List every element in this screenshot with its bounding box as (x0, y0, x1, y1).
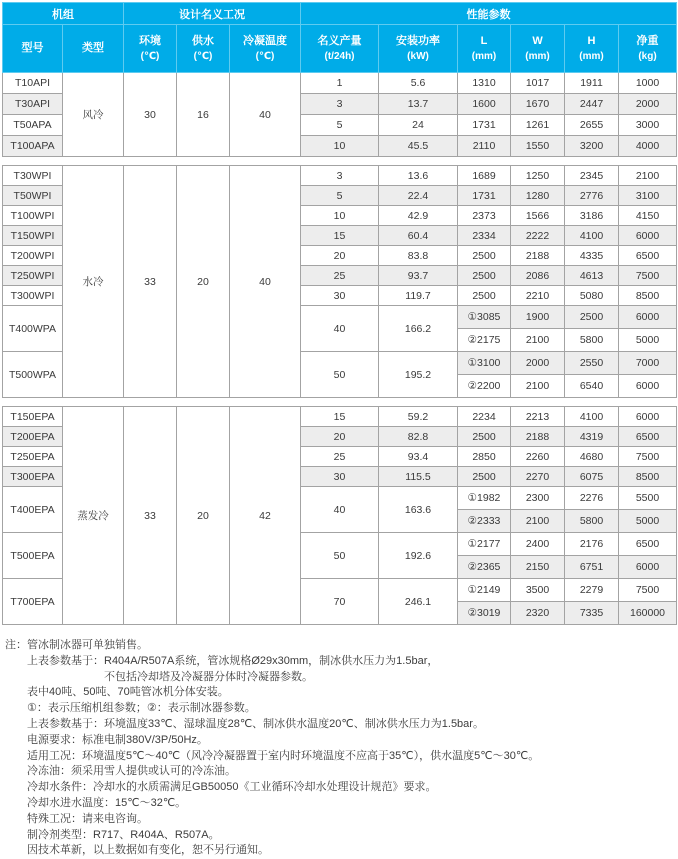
cell-length: 2500 (458, 467, 511, 487)
cell-net-weight: 7000 (619, 352, 677, 375)
column-header-cell (301, 25, 379, 73)
column-label: 净重 (636, 34, 659, 47)
cell-length: ①2149 (458, 579, 511, 602)
cell-capacity: 3 (301, 166, 379, 186)
cell-height: 2279 (565, 579, 619, 602)
note-line: 上表参数基于：R404A/R507A系统，管冰规格Ø29x30mm，制冰供水压力为1.5bar， (27, 654, 439, 667)
cell-power: 93.4 (379, 447, 458, 467)
cell-length: 1310 (458, 73, 511, 94)
note-line: 不包括冷却塔及冷凝器分体时冷凝器参数。 (104, 670, 313, 683)
cell-width: 2270 (511, 467, 565, 487)
spacer-row (3, 398, 677, 407)
cell-power: 45.5 (379, 136, 458, 157)
cell-width: 1261 (511, 115, 565, 136)
column-header-cell (124, 25, 177, 73)
table-row (3, 407, 677, 427)
note-line: 冷却水条件：冷却水的水质需满足GB50050《工业循环冷却水处理设计规范》要求。 (27, 781, 437, 794)
spacer-cell (3, 398, 677, 407)
cell-ambient: 30 (124, 73, 177, 157)
cell-width: 2100 (511, 329, 565, 352)
cell-supply-water: 20 (177, 407, 230, 625)
cell-net-weight: 3000 (619, 115, 677, 136)
cell-width: 1670 (511, 94, 565, 115)
cell-type: 风冷 (63, 73, 124, 157)
cell-net-weight: 6500 (619, 246, 677, 266)
cell-capacity: 1 (301, 73, 379, 94)
cell-height: 1911 (565, 73, 619, 94)
cell-width: 2150 (511, 556, 565, 579)
cell-condensing-temp: 40 (230, 73, 301, 157)
cell-condensing-temp: 40 (230, 166, 301, 398)
cell-length: 1731 (458, 115, 511, 136)
cell-width: 1250 (511, 166, 565, 186)
cell-length: ①3100 (458, 352, 511, 375)
cell-net-weight: 3100 (619, 186, 677, 206)
cell-length: ②2333 (458, 510, 511, 533)
column-label: 类型 (82, 42, 104, 54)
cell-height: 2276 (565, 487, 619, 510)
cell-width: 2260 (511, 447, 565, 467)
cell-height: 6075 (565, 467, 619, 487)
cell-power: 93.7 (379, 266, 458, 286)
cell-capacity: 15 (301, 407, 379, 427)
column-label: 环境 (139, 34, 161, 47)
cell-width: 2000 (511, 352, 565, 375)
cell-width: 2086 (511, 266, 565, 286)
cell-power: 195.2 (379, 352, 458, 398)
cell-width: 2213 (511, 407, 565, 427)
group-header-cell: 机组 (3, 3, 124, 25)
cell-model: T50WPI (3, 186, 63, 206)
cell-model: T500WPA (3, 352, 63, 398)
cell-length: ②2365 (458, 556, 511, 579)
cell-capacity: 40 (301, 487, 379, 533)
cell-height: 3186 (565, 206, 619, 226)
column-header-cell (511, 25, 565, 73)
cell-height: 2176 (565, 533, 619, 556)
cell-width: 1550 (511, 136, 565, 157)
cell-capacity: 5 (301, 186, 379, 206)
cell-width: 1017 (511, 73, 565, 94)
cell-net-weight: 6000 (619, 407, 677, 427)
note-line: 适用工况：环境温度5℃～40℃（风冷冷凝器置于室内时环境温度不应高于35℃），供水温度5℃～30℃。 (27, 749, 540, 762)
cell-height: 2500 (565, 306, 619, 329)
cell-length: ①2177 (458, 533, 511, 556)
cell-power: 246.1 (379, 579, 458, 625)
cell-power: 83.8 (379, 246, 458, 266)
cell-width: 2300 (511, 487, 565, 510)
group-header-cell: 性能参数 (301, 3, 677, 25)
cell-net-weight: 7500 (619, 579, 677, 602)
cell-length: 2373 (458, 206, 511, 226)
column-header-cell (3, 25, 63, 73)
cell-ambient: 33 (124, 407, 177, 625)
note-line: 特殊工况：请来电咨询。 (27, 812, 148, 825)
column-label: 供水 (192, 34, 214, 47)
cell-height: 4680 (565, 447, 619, 467)
cell-capacity: 25 (301, 447, 379, 467)
cell-capacity: 15 (301, 226, 379, 246)
cell-power: 59.2 (379, 407, 458, 427)
column-header-cell (619, 25, 677, 73)
cell-power: 22.4 (379, 186, 458, 206)
column-unit: (℃) (140, 50, 160, 62)
cell-net-weight: 160000 (619, 602, 677, 625)
column-unit: (℃) (193, 50, 213, 62)
column-label: 名义产量 (317, 34, 362, 47)
cell-width: 1280 (511, 186, 565, 206)
spec-table (2, 2, 677, 625)
cell-capacity: 30 (301, 467, 379, 487)
cell-capacity: 30 (301, 286, 379, 306)
cell-model: T50APA (3, 115, 63, 136)
cell-type: 水冷 (63, 166, 124, 398)
cell-height: 2550 (565, 352, 619, 375)
cell-capacity: 3 (301, 94, 379, 115)
cell-height: 5800 (565, 510, 619, 533)
cell-length: 1689 (458, 166, 511, 186)
cell-capacity: 20 (301, 246, 379, 266)
cell-height: 4319 (565, 427, 619, 447)
note-lines (27, 638, 676, 859)
note-line: 冷却水进水温度：15℃～32℃。 (27, 796, 187, 809)
cell-height: 2776 (565, 186, 619, 206)
cell-width: 2188 (511, 246, 565, 266)
column-header-cell (458, 25, 511, 73)
cell-power: 13.6 (379, 166, 458, 186)
column-label: W (532, 34, 543, 47)
cell-height: 4100 (565, 407, 619, 427)
cell-length: ②2200 (458, 375, 511, 398)
cell-net-weight: 1000 (619, 73, 677, 94)
section-gap (3, 398, 677, 407)
spacer-cell (3, 157, 677, 166)
notes-label: 注： (5, 639, 27, 651)
cell-net-weight: 2100 (619, 166, 677, 186)
cell-net-weight: 8500 (619, 286, 677, 306)
column-unit: (kg) (638, 50, 657, 62)
cell-net-weight: 5500 (619, 487, 677, 510)
note-line: ①：表示压缩机组参数；②：表示制冰器参数。 (27, 702, 256, 715)
cell-height: 5800 (565, 329, 619, 352)
cell-length: 2850 (458, 447, 511, 467)
table-row (3, 166, 677, 186)
cell-model: T200EPA (3, 427, 63, 447)
column-unit: (mm) (471, 50, 497, 62)
column-header-cell (379, 25, 458, 73)
table-header (3, 3, 677, 73)
note-line: 制冷剂类型：R717、R404A、R507A。 (27, 828, 220, 841)
cell-power: 163.6 (379, 487, 458, 533)
column-unit: (mm) (525, 50, 550, 62)
cell-model: T400WPA (3, 306, 63, 352)
cell-net-weight: 6000 (619, 306, 677, 329)
cell-power: 192.6 (379, 533, 458, 579)
cell-net-weight: 6000 (619, 226, 677, 246)
cell-capacity: 10 (301, 206, 379, 226)
cell-capacity: 50 (301, 352, 379, 398)
column-label: 安装功率 (396, 34, 441, 47)
table-section (3, 166, 677, 398)
cell-supply-water: 20 (177, 166, 230, 398)
column-unit: (mm) (579, 50, 604, 62)
cell-height: 3200 (565, 136, 619, 157)
cell-net-weight: 6500 (619, 533, 677, 556)
group-header-cell: 设计名义工况 (124, 3, 301, 25)
cell-length: ②3019 (458, 602, 511, 625)
cell-type: 蒸发冷 (63, 407, 124, 625)
cell-model: T150WPI (3, 226, 63, 246)
cell-capacity: 50 (301, 533, 379, 579)
cell-net-weight: 7500 (619, 266, 677, 286)
cell-power: 82.8 (379, 427, 458, 447)
cell-power: 115.5 (379, 467, 458, 487)
cell-power: 42.9 (379, 206, 458, 226)
cell-height: 6751 (565, 556, 619, 579)
cell-height: 4335 (565, 246, 619, 266)
cell-model: T400EPA (3, 487, 63, 533)
cell-capacity: 25 (301, 266, 379, 286)
cell-length: 2110 (458, 136, 511, 157)
column-label: 冷凝温度 (243, 34, 287, 47)
column-label: 型号 (21, 42, 44, 54)
spacer-row (3, 157, 677, 166)
column-header-row (3, 25, 677, 73)
column-header-cell (177, 25, 230, 73)
section-gap (3, 157, 677, 166)
cell-power: 24 (379, 115, 458, 136)
cell-width: 1566 (511, 206, 565, 226)
cell-width: 2210 (511, 286, 565, 306)
cell-length: 1731 (458, 186, 511, 206)
cell-net-weight: 2000 (619, 94, 677, 115)
cell-height: 4613 (565, 266, 619, 286)
notes (2, 638, 676, 859)
cell-height: 7335 (565, 602, 619, 625)
cell-length: ②2175 (458, 329, 511, 352)
column-label: L (480, 34, 488, 47)
cell-model: T30WPI (3, 166, 63, 186)
cell-net-weight: 8500 (619, 467, 677, 487)
cell-model: T250WPI (3, 266, 63, 286)
column-unit: (t/24h) (324, 50, 355, 62)
note-line: 管冰制冰器可单独销售。 (27, 639, 148, 651)
cell-length: 2334 (458, 226, 511, 246)
cell-length: 2234 (458, 407, 511, 427)
table-row (3, 73, 677, 94)
cell-height: 2447 (565, 94, 619, 115)
note-line: 因技术革新，以上数据如有变化，恕不另行通知。 (27, 844, 269, 857)
cell-model: T700EPA (3, 579, 63, 625)
cell-width: 2188 (511, 427, 565, 447)
column-header-cell (63, 25, 124, 73)
note-line: 表中40吨、50吨、70吨管冰机分体安装。 (27, 686, 229, 699)
cell-length: 1600 (458, 94, 511, 115)
cell-width: 2320 (511, 602, 565, 625)
cell-power: 13.7 (379, 94, 458, 115)
column-header-cell (230, 25, 301, 73)
cell-length: 2500 (458, 427, 511, 447)
cell-capacity: 70 (301, 579, 379, 625)
cell-ambient: 33 (124, 166, 177, 398)
cell-length: 2500 (458, 246, 511, 266)
cell-length: ①1982 (458, 487, 511, 510)
cell-length: 2500 (458, 266, 511, 286)
cell-width: 2222 (511, 226, 565, 246)
cell-net-weight: 4000 (619, 136, 677, 157)
column-header-cell (565, 25, 619, 73)
cell-net-weight: 6500 (619, 427, 677, 447)
cell-model: T250EPA (3, 447, 63, 467)
cell-capacity: 5 (301, 115, 379, 136)
cell-supply-water: 16 (177, 73, 230, 157)
cell-width: 2400 (511, 533, 565, 556)
cell-capacity: 20 (301, 427, 379, 447)
cell-model: T500EPA (3, 533, 63, 579)
table-section (3, 73, 677, 157)
cell-model: T10API (3, 73, 63, 94)
cell-length: ①3085 (458, 306, 511, 329)
cell-condensing-temp: 42 (230, 407, 301, 625)
cell-power: 119.7 (379, 286, 458, 306)
cell-width: 2100 (511, 375, 565, 398)
cell-power: 5.6 (379, 73, 458, 94)
cell-capacity: 40 (301, 306, 379, 352)
cell-model: T30API (3, 94, 63, 115)
cell-height: 6540 (565, 375, 619, 398)
cell-width: 2100 (511, 510, 565, 533)
cell-width: 1900 (511, 306, 565, 329)
cell-model: T200WPI (3, 246, 63, 266)
cell-net-weight: 6000 (619, 375, 677, 398)
cell-power: 166.2 (379, 306, 458, 352)
note-line: 冷冻油：须采用雪人提供或认可的冷冻油。 (27, 765, 236, 778)
group-header-row (3, 3, 677, 25)
table-section (3, 407, 677, 625)
cell-model: T100APA (3, 136, 63, 157)
cell-net-weight: 7500 (619, 447, 677, 467)
cell-power: 60.4 (379, 226, 458, 246)
cell-model: T300WPI (3, 286, 63, 306)
cell-model: T100WPI (3, 206, 63, 226)
cell-model: T300EPA (3, 467, 63, 487)
cell-width: 3500 (511, 579, 565, 602)
cell-height: 4100 (565, 226, 619, 246)
cell-net-weight: 6000 (619, 556, 677, 579)
cell-net-weight: 5000 (619, 329, 677, 352)
column-unit: (℃) (255, 50, 275, 62)
cell-height: 2345 (565, 166, 619, 186)
cell-length: 2500 (458, 286, 511, 306)
cell-model: T150EPA (3, 407, 63, 427)
cell-net-weight: 4150 (619, 206, 677, 226)
column-unit: (kW) (407, 50, 429, 62)
cell-net-weight: 5000 (619, 510, 677, 533)
cell-capacity: 10 (301, 136, 379, 157)
cell-height: 5080 (565, 286, 619, 306)
column-label: H (587, 34, 596, 47)
note-line: 上表参数基于：环境温度33℃、湿球温度28℃、制冰供水温度20℃、制冰供水压力为1.5bar。 (27, 717, 484, 730)
cell-height: 2655 (565, 115, 619, 136)
note-line: 电源要求：标准电制380V/3P/50Hz。 (27, 733, 208, 746)
